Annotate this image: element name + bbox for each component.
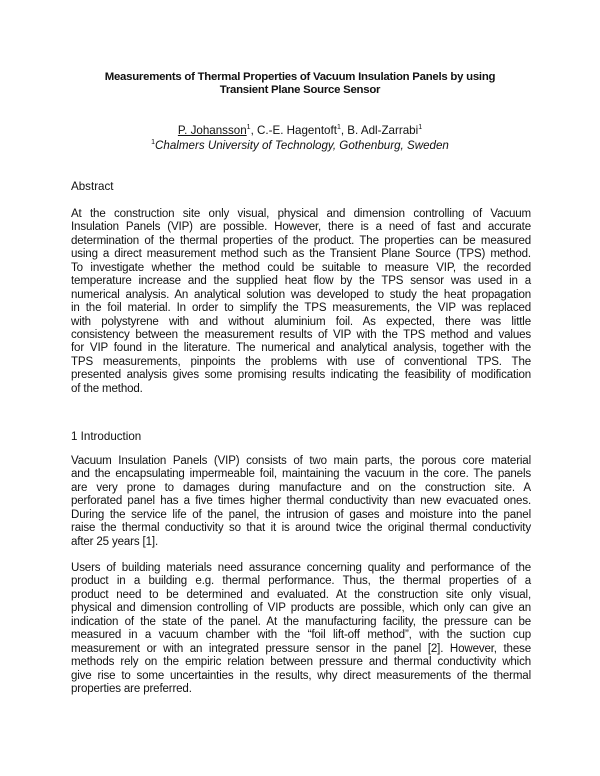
paper-title-line-1: Measurements of Thermal Properties of Vacuum Insulation Panels by using [104,71,496,83]
affiliation-marker: 1 [418,124,423,131]
abstract-paragraph [71,208,531,396]
introduction-paragraph-1 [71,455,531,549]
text-line: Users of building materials need assurance concerning quality and performance of the [71,562,531,574]
text-line: methods rely on the empiric relation between pressure and thermal conductivity which [71,656,531,669]
text-line: measured in a vacuum chamber with the “foil lift-off method”, with the suction cup [71,629,531,642]
abstract-heading: Abstract [71,180,114,193]
affiliation-text: Chalmers University of Technology, Gothenburg, Sweden [155,139,449,152]
text-line: presented analysis gives some promising results indicating the feasibility of modification [71,369,531,382]
author-list [60,123,540,138]
author-name: P. Johansson [177,124,247,137]
paper-title [60,71,540,97]
introduction-heading: 1 Introduction [71,430,142,443]
text-line: using a direct measurement method such as the Transient Plane Source (TPS) method. [71,248,531,261]
text-line: To investigate whether the method could be suitable to measure VIP, the recorded [71,261,531,274]
text-line: Insulation Panels (VIP) are possible. However, there is a need of fast and accurate [71,221,531,234]
author-name: C.-E. Hagentoft [257,124,337,137]
text-line: indication of the state of the panel. At the manufacturing facility, the pressure can be [71,615,531,628]
text-line: consistency between the measurement results of VIP with the TPS method and values [71,328,531,341]
author-separator: , [250,124,258,137]
text-line: physical and dimension controlling of VIP products are possible, which only can give an [71,602,531,615]
introduction-paragraph-2 [71,562,531,696]
text-line: product need to be determined and evaluated. At the construction site only visual, [71,588,531,601]
text-line: properties are preferred. [71,682,192,695]
affiliation-marker: 1 [336,124,341,131]
text-line: TPS measurements, pinpoints the problems with use of conventional TPS. The [71,355,531,368]
author-name: B. Adl-Zarrabi [347,124,419,137]
text-line: perforated panel has a five times higher thermal conductivity than new evacuated ones. [71,495,531,508]
text-line: temperature increase and the supplied heat flow by the TPS sensor was used in a [71,275,531,288]
text-line: of the method. [71,382,143,395]
text-line: determination of the thermal properties of the product. The properties can be measured [71,234,531,247]
text-line: During the service life of the panel, the intrusion of gases and moisture into the panel [71,508,531,521]
affiliation-marker: 1 [246,124,251,131]
text-line: in the foil material. In order to simplify the TPS measurements, the VIP was replaced [71,302,531,315]
author-separator: , [340,124,348,137]
text-line: product in a building e.g. thermal performance. Thus, the thermal properties of a [71,575,531,588]
author-affiliation [60,138,540,153]
paper-title-line-2: Transient Plane Source Sensor [219,84,381,96]
text-line: are very prone to damages during manufacture and on the construction site. A [71,481,531,494]
text-line: for VIP found in the literature. The numerical and analytical analysis, together with the [71,342,531,355]
text-line: At the construction site only visual, physical and dimension controlling of Vacuum [71,208,531,220]
text-line: raise the thermal conductivity so that it is around twice the original thermal conductivity [71,522,531,535]
text-line: and the encapsulating impermeable foil, maintaining the vacuum in the core. The panels [71,468,531,481]
text-line: after 25 years [1]. [71,535,159,548]
text-line: measurement or with an integrated pressure sensor in the panel [2]. However, these [71,642,531,655]
text-line: numerical analysis. An analytical solution was developed to study the heat propagation [71,288,531,301]
text-line: with polystyrene with and without aluminium foil. As expected, there was little [71,315,531,328]
text-line: give rise to some uncertainties in the results, why direct measurements of the thermal [71,669,531,682]
affiliation-marker: 1 [151,139,156,146]
text-line: Vacuum Insulation Panels (VIP) consists of two main parts, the porous core material [71,455,531,467]
